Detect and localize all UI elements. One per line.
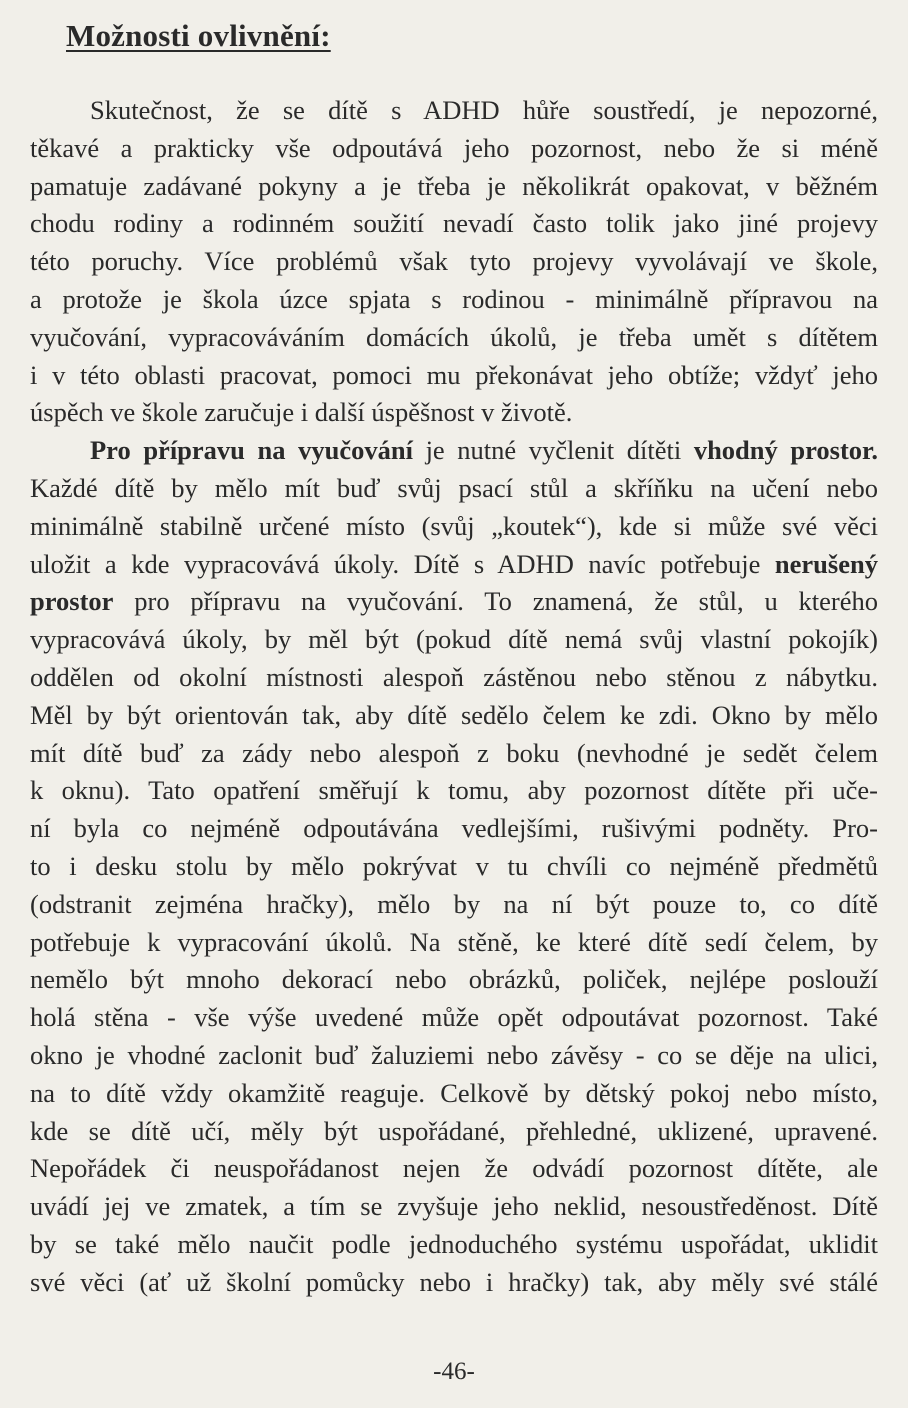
text-line: chodu rodiny a rodinném soužití nevadí často tolik jako jiné projevy xyxy=(30,208,878,239)
text-run: pro přípravu na vyučování. To znamená, že stůl, u kterého xyxy=(113,586,878,617)
text-line: vyučování, vypracováváním domácích úkolů, je třeba umět s dítětem xyxy=(30,321,878,352)
bold-phrase: nerušený xyxy=(774,548,878,579)
text-line: (odstranit zejména hračky), mělo by na ní být pouze to, co dítě xyxy=(30,888,878,919)
bold-phrase: prostor xyxy=(30,586,114,617)
text-line: své věci (ať už školní pomůcky nebo i hračky) tak, aby měly své stálé xyxy=(30,1266,878,1297)
text-line: kde se dítě učí, měly být uspořádané, přehledné, uklizené, upravené. xyxy=(30,1115,878,1146)
text-line: minimálně stabilně určené místo (svůj „koutek“), kde si může své věci xyxy=(30,510,878,541)
text-line: ní byla co nejméně odpoutávána vedlejšími, rušivými podněty. Pro- xyxy=(30,813,878,844)
bold-phrase: vhodný prostor. xyxy=(693,435,878,466)
bold-phrase: Pro přípravu na vyučování xyxy=(90,435,413,466)
text-line xyxy=(30,546,878,584)
text-line: úspěch ve škole zaručuje i další úspěšnost v životě. xyxy=(30,397,573,428)
text-line: holá stěna - vše výše uvedené může opět odpoutávat pozornost. Také xyxy=(30,1002,878,1033)
text-line: a protože je škola úzce spjata s rodinou - minimálně přípravou na xyxy=(30,283,878,314)
text-line: Skutečnost, že se dítě s ADHD hůře soustředí, je nepozorné, xyxy=(90,95,878,125)
text-line: této poruchy. Více problémů však tyto projevy vyvolávají ve škole, xyxy=(30,246,878,277)
text-line: na to dítě vždy okamžitě reaguje. Celkově by dětský pokoj nebo místo, xyxy=(30,1077,878,1108)
text-line: Nepořádek či neuspořádanost nejen že odvádí pozornost dítěte, ale xyxy=(30,1153,878,1184)
text-line: mít dítě buď za zády nebo alespoň z boku (nevhodné je sedět čelem xyxy=(30,737,878,768)
body-text xyxy=(30,92,878,1302)
text-line xyxy=(30,432,878,470)
text-line: k oknu). Tato opatření směřují k tomu, aby pozornost dítěte při uče- xyxy=(30,775,878,806)
text-line: Měl by být orientován tak, aby dítě sedělo čelem ke zdi. Okno by mělo xyxy=(30,699,878,730)
text-line: vypracovává úkoly, by měl být (pokud dítě nemá svůj vlastní pokojík) xyxy=(30,624,878,655)
text-line: by se také mělo naučit podle jednoduchého systému uspořádat, uklidit xyxy=(30,1228,878,1259)
text-line: Každé dítě by mělo mít buď svůj psací stůl a skříňku na učení nebo xyxy=(30,472,878,503)
text-run: je nutné vyčlenit dítěti xyxy=(412,435,694,466)
text-run: uložit a kde vypracovává úkoly. Dítě s ADHD navíc potřebuje xyxy=(30,548,775,579)
text-line: potřebuje k vypracování úkolů. Na stěně, ke které dítě sedí čelem, by xyxy=(30,926,878,957)
text-line: uvádí jej ve zmatek, a tím se zvyšuje jeho neklid, nesoustředěnost. Dítě xyxy=(30,1191,878,1222)
text-line: i v této oblasti pracovat, pomoci mu překonávat jeho obtíže; vždyť jeho xyxy=(30,359,878,390)
text-line: okno je vhodné zaclonit buď žaluziemi nebo závěsy - co se děje na ulici, xyxy=(30,1039,878,1070)
paragraph-1 xyxy=(30,92,878,432)
text-line: oddělen od okolní místnosti alespoň zástěnou nebo stěnou z nábytku. xyxy=(30,661,878,692)
page-number: -46- xyxy=(433,1358,475,1385)
text-line: nemělo být mnoho dekorací nebo obrázků, poliček, nejlépe poslouží xyxy=(30,964,878,995)
section-heading: Možnosti ovlivnění: xyxy=(66,18,331,53)
paragraph-2 xyxy=(30,432,878,1301)
text-line: pamatuje zadávané pokyny a je třeba je několikrát opakovat, v běžném xyxy=(30,170,878,201)
text-line xyxy=(30,583,878,621)
text-line: to i desku stolu by mělo pokrývat v tu chvíli co nejméně předmětů xyxy=(30,850,878,881)
text-line: těkavé a prakticky vše odpoutává jeho pozornost, nebo že si méně xyxy=(30,132,878,163)
